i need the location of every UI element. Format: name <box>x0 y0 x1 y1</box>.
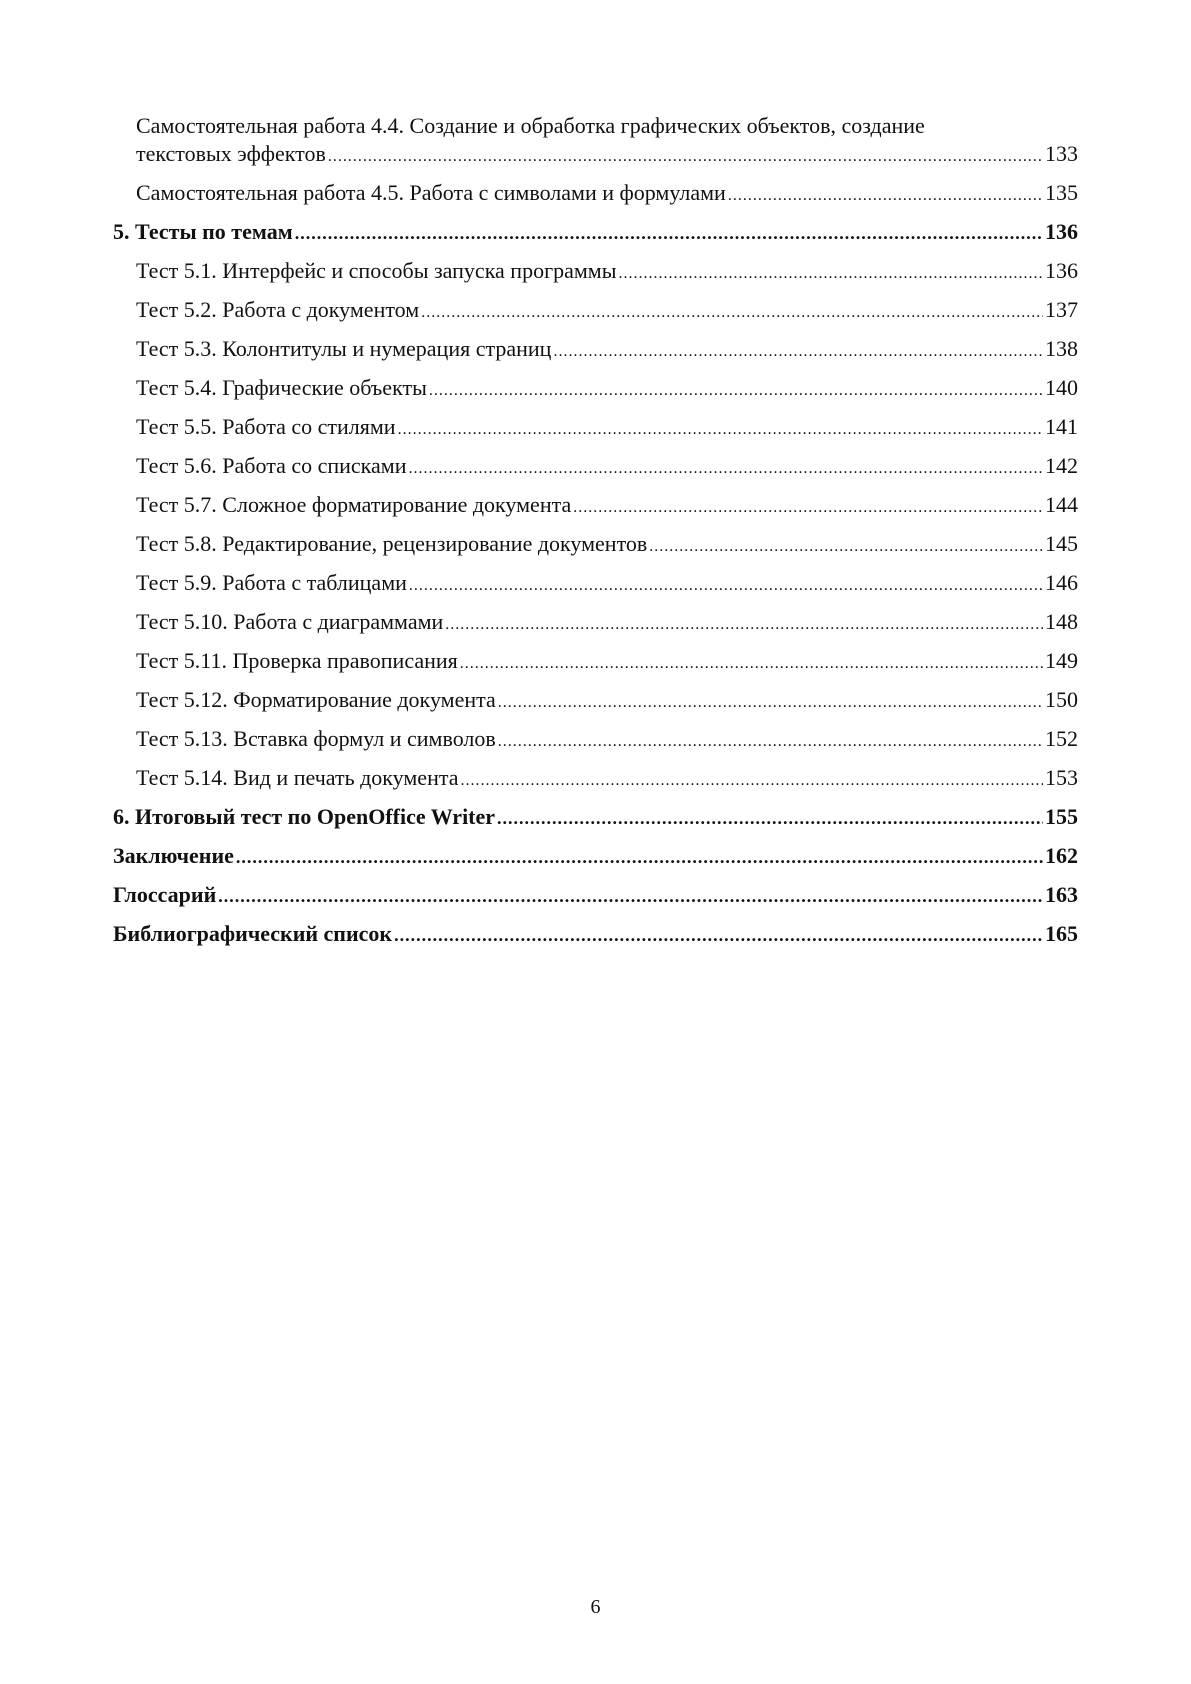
dot-leader <box>429 377 1043 405</box>
toc-entry-title-line1: Самостоятельная работа 4.4. Создание и обработка графических объектов, создание <box>136 113 925 138</box>
toc-entry-page: 141 <box>1045 414 1078 439</box>
toc-entry-test-5-6[interactable] <box>113 452 1078 483</box>
toc-entry-4-5[interactable] <box>113 179 1078 210</box>
page-number: 6 <box>590 1596 601 1618</box>
toc-entry-page: 136 <box>1045 258 1078 283</box>
toc-entry-title: Тест 5.14. Вид и печать документа <box>136 765 459 790</box>
dot-leader <box>236 843 1043 871</box>
toc-entry-test-5-10[interactable] <box>113 608 1078 639</box>
toc-entry-page: 150 <box>1045 687 1078 712</box>
toc-entry-title: Тест 5.9. Работа с таблицами <box>136 570 407 595</box>
dot-leader <box>218 882 1043 910</box>
toc-entry-title: Тест 5.2. Работа с документом <box>136 297 420 322</box>
toc-entry-page: 144 <box>1045 492 1078 517</box>
dot-leader <box>398 416 1043 444</box>
toc-entry-title: Тест 5.11. Проверка правописания <box>136 648 458 673</box>
toc-entry-page: 138 <box>1045 336 1078 361</box>
toc-entry-title: Тест 5.10. Работа с диаграммами <box>136 609 444 634</box>
toc-entry-title: Тест 5.4. Графические объекты <box>136 375 427 400</box>
toc-entry-4-4[interactable] <box>113 112 1078 171</box>
dot-leader <box>573 494 1043 522</box>
toc-entry-test-5-14[interactable] <box>113 764 1078 795</box>
dot-leader <box>728 182 1043 210</box>
toc-entry-page: 137 <box>1045 297 1078 322</box>
toc-entry-test-5-3[interactable] <box>113 335 1078 366</box>
toc-entry-test-5-2[interactable] <box>113 296 1078 327</box>
dot-leader <box>553 338 1043 366</box>
toc-entry-title: Тест 5.6. Работа со списками <box>136 453 407 478</box>
toc-entry-page: 152 <box>1045 726 1078 751</box>
toc-entry-title: Заключение <box>113 843 234 868</box>
toc-entry-page: 142 <box>1045 453 1078 478</box>
toc-entry-test-5-1[interactable] <box>113 257 1078 288</box>
toc-entry-test-5-13[interactable] <box>113 725 1078 756</box>
toc-entry-title: Самостоятельная работа 4.5. Работа с символами и формулами <box>136 180 726 205</box>
dot-leader <box>421 299 1043 327</box>
toc-entry-title: Тест 5.8. Редактирование, рецензирование документов <box>136 531 648 556</box>
toc-entry-test-5-4[interactable] <box>113 374 1078 405</box>
toc-entry-test-5-5[interactable] <box>113 413 1078 444</box>
toc-entry-page: 155 <box>1045 804 1078 829</box>
toc-entry-test-5-8[interactable] <box>113 530 1078 561</box>
toc-entry-title: 5. Тесты по темам <box>113 219 293 244</box>
toc-entry-page: 133 <box>1045 141 1078 166</box>
toc-entry-title: Тест 5.13. Вставка формул и символов <box>136 726 496 751</box>
dot-leader <box>460 650 1043 678</box>
toc-entry-test-5-9[interactable] <box>113 569 1078 600</box>
toc-entry-bibliography[interactable] <box>113 920 1078 949</box>
toc-entry-page: 140 <box>1045 375 1078 400</box>
dot-leader <box>497 804 1043 832</box>
dot-leader <box>394 921 1043 949</box>
toc-entry-page: 146 <box>1045 570 1078 595</box>
dot-leader <box>328 143 1043 171</box>
toc-entry-title: 6. Итоговый тест по OpenOffice Writer <box>113 804 496 829</box>
dot-leader <box>649 533 1043 561</box>
toc-entry-test-5-12[interactable] <box>113 686 1078 717</box>
toc-entry-page: 153 <box>1045 765 1078 790</box>
dot-leader <box>498 689 1043 717</box>
toc-entry-chapter-5[interactable] <box>113 218 1078 247</box>
dot-leader <box>445 611 1043 639</box>
toc-entry-title: Тест 5.1. Интерфейс и способы запуска программы <box>136 258 617 283</box>
dot-leader <box>619 260 1044 288</box>
toc-entry-title: Тест 5.7. Сложное форматирование документа <box>136 492 572 517</box>
toc-entry-page: 135 <box>1045 180 1078 205</box>
table-of-contents <box>113 112 1078 959</box>
toc-entry-page: 145 <box>1045 531 1078 556</box>
toc-entry-page: 148 <box>1045 609 1078 634</box>
toc-entry-page: 149 <box>1045 648 1078 673</box>
toc-entry-page: 165 <box>1045 921 1078 946</box>
toc-entry-title: Тест 5.3. Колонтитулы и нумерация страниц <box>136 336 552 361</box>
toc-entry-title-line2: текстовых эффектов <box>136 141 326 166</box>
toc-entry-page: 162 <box>1045 843 1078 868</box>
toc-entry-title: Тест 5.5. Работа со стилями <box>136 414 396 439</box>
toc-entry-title: Библиографический список <box>113 921 393 946</box>
dot-leader <box>409 572 1043 600</box>
toc-entry-title: Глоссарий <box>113 882 217 907</box>
toc-entry-title: Тест 5.12. Форматирование документа <box>136 687 496 712</box>
toc-entry-page: 136 <box>1045 219 1078 244</box>
dot-leader <box>295 219 1043 247</box>
dot-leader <box>498 728 1043 756</box>
dot-leader <box>461 767 1044 795</box>
toc-entry-test-5-7[interactable] <box>113 491 1078 522</box>
toc-entry-conclusion[interactable] <box>113 842 1078 871</box>
toc-entry-page: 163 <box>1045 882 1078 907</box>
toc-entry-chapter-6[interactable] <box>113 803 1078 832</box>
dot-leader <box>409 455 1044 483</box>
toc-entry-glossary[interactable] <box>113 881 1078 910</box>
toc-entry-test-5-11[interactable] <box>113 647 1078 678</box>
